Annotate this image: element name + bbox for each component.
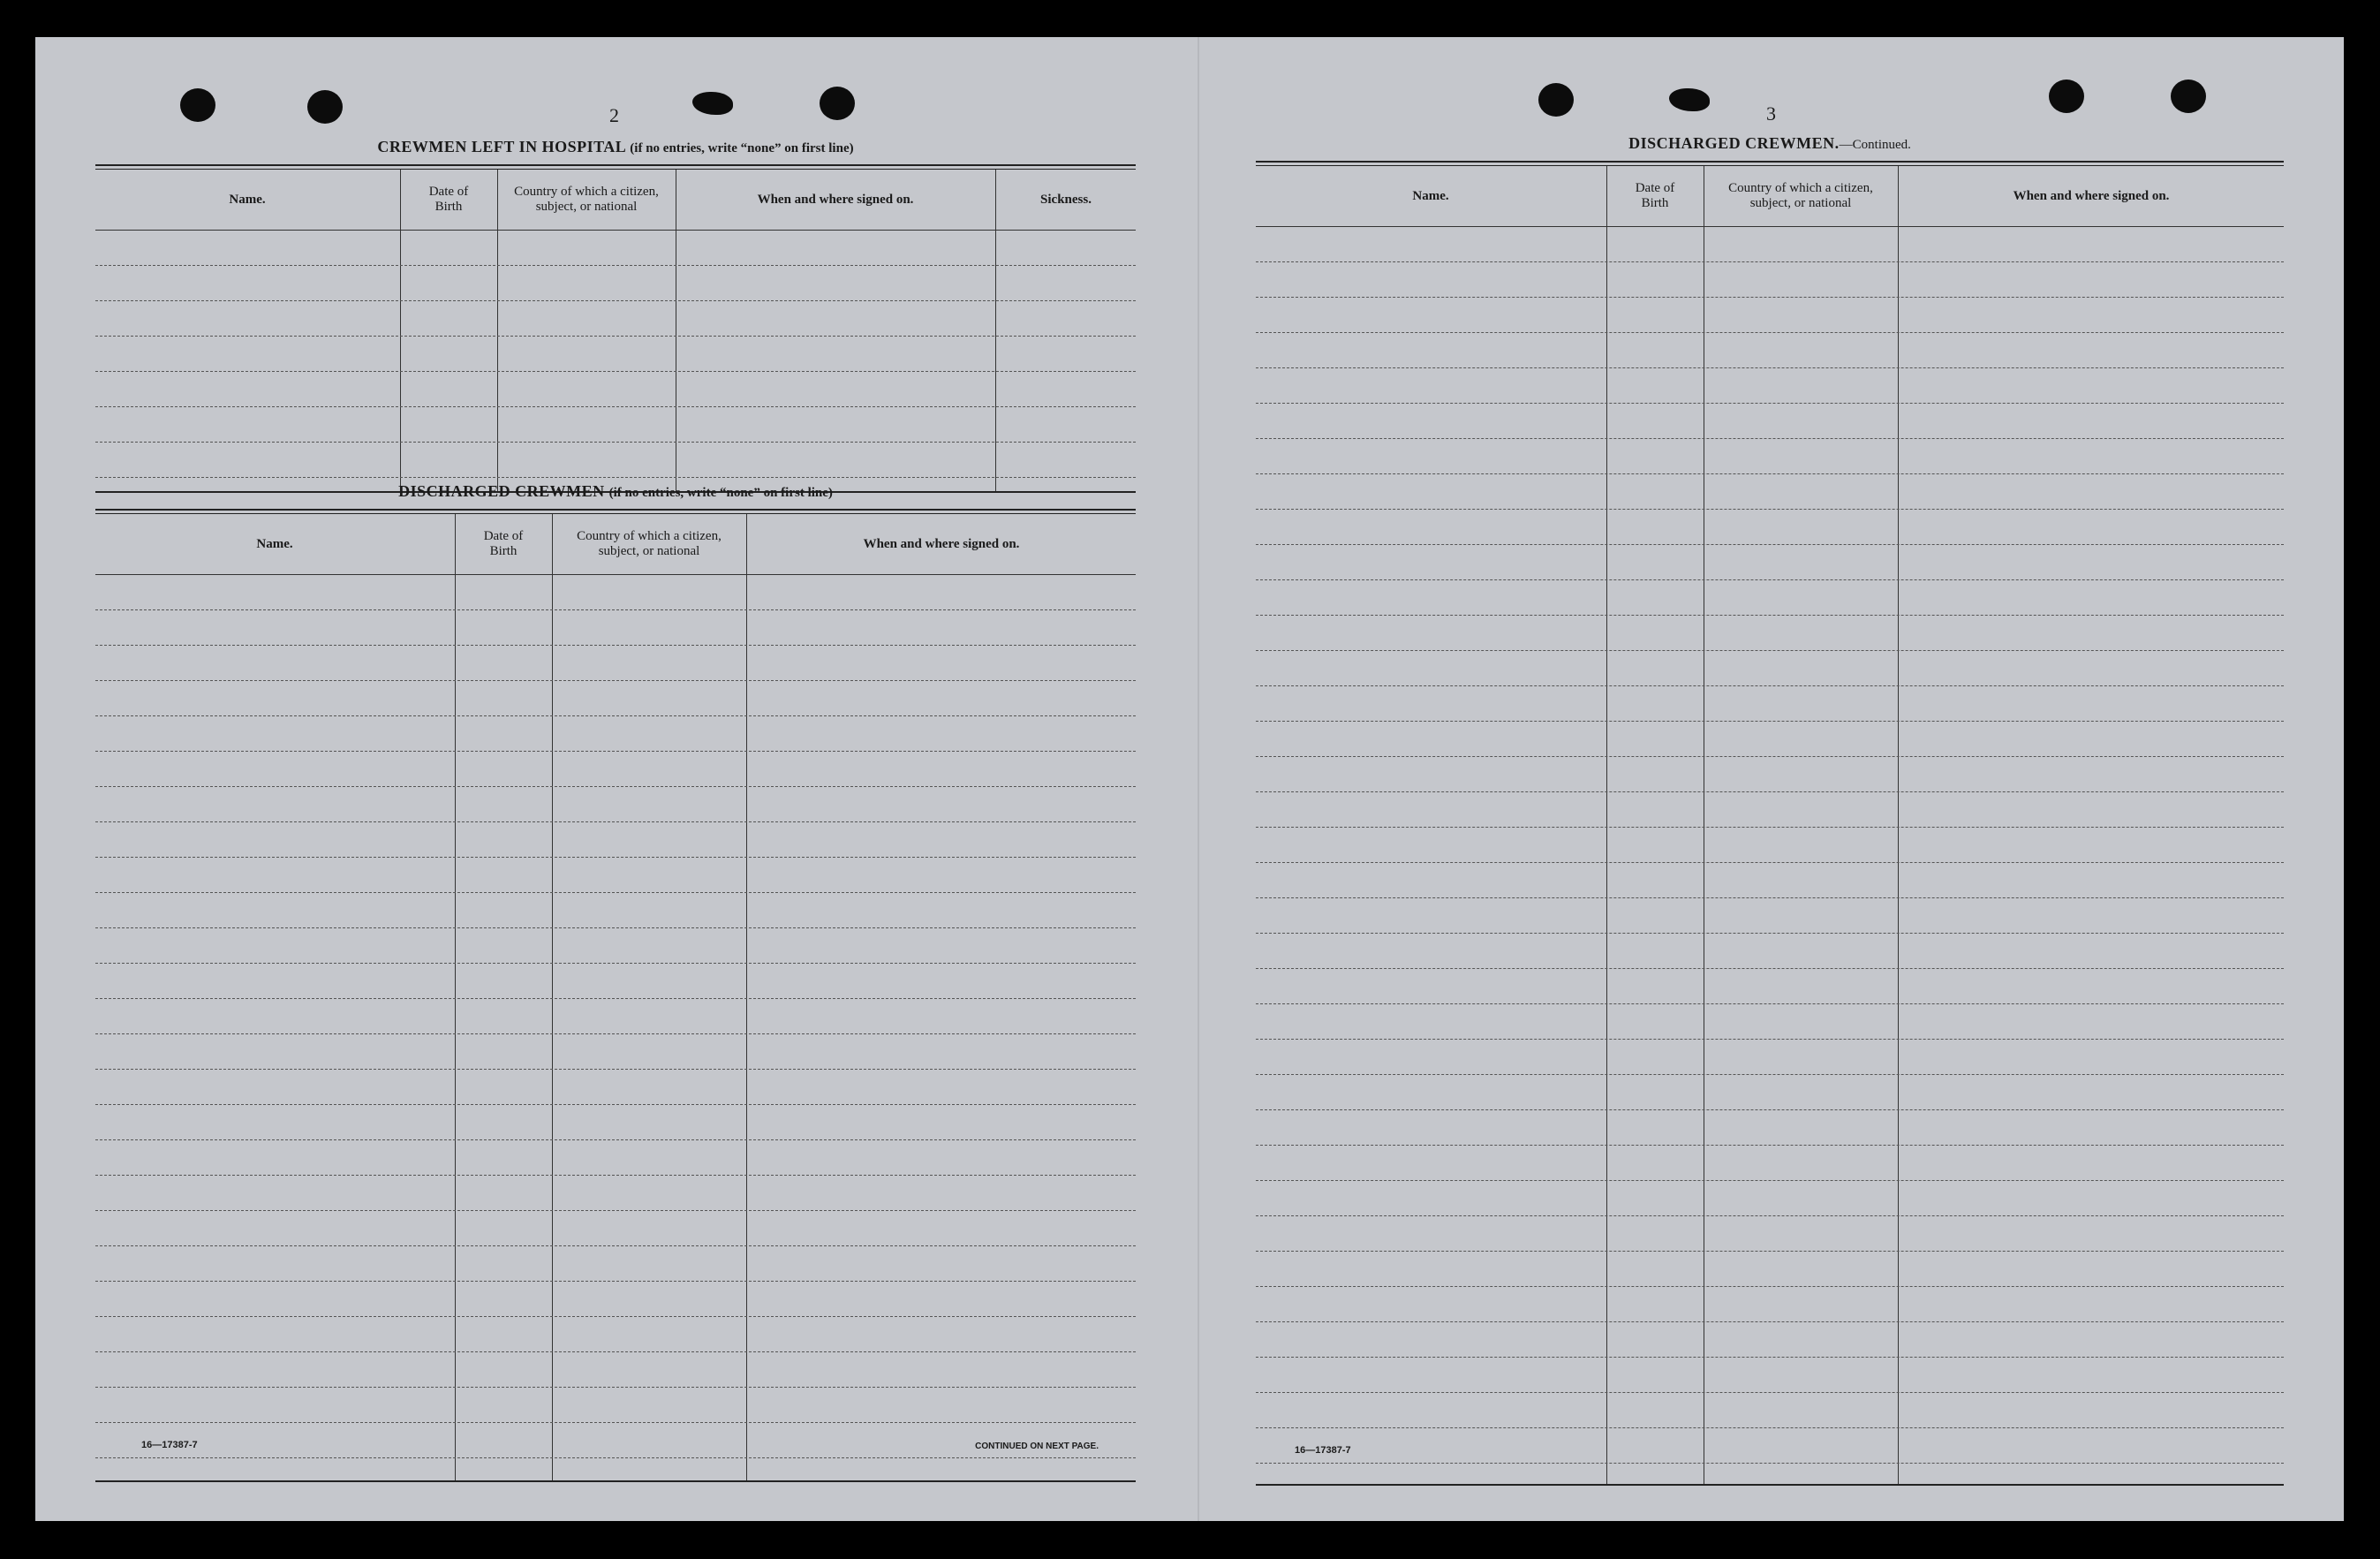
form-number: 16—17387-7	[1295, 1445, 1351, 1456]
table-row	[95, 407, 1136, 443]
table-row	[95, 928, 1136, 964]
column-header-name: Name.	[256, 536, 293, 551]
table-row	[1256, 404, 2284, 439]
column-header-sickness: Sickness.	[1040, 192, 1092, 207]
table-row	[95, 646, 1136, 681]
table-row	[1256, 510, 2284, 545]
table-row	[1256, 1393, 2284, 1428]
table-row	[95, 301, 1136, 337]
document-sheet	[35, 37, 2344, 1521]
table-row	[1256, 333, 2284, 368]
table-row	[95, 1246, 1136, 1282]
table-row	[1256, 1110, 2284, 1146]
column-header-signed: When and where signed on.	[757, 192, 914, 207]
table-row	[1256, 1216, 2284, 1252]
table-row	[1256, 863, 2284, 898]
table-row	[95, 575, 1136, 610]
table-row	[1256, 969, 2284, 1004]
discharged-table-right	[1256, 161, 2284, 1486]
table-row	[1256, 1322, 2284, 1358]
table-row	[95, 266, 1136, 301]
table-row	[1256, 1287, 2284, 1322]
table-row	[1256, 227, 2284, 262]
table-row	[95, 1352, 1136, 1388]
table-row	[95, 1034, 1136, 1070]
table-row	[95, 372, 1136, 407]
table-row	[1256, 1181, 2284, 1216]
column-header-dob: Date of Birth	[1635, 181, 1675, 210]
discharged-continued-title: DISCHARGED CREWMEN.—Continued.	[1628, 134, 1911, 152]
table-row	[95, 1282, 1136, 1317]
table-row	[1256, 1075, 2284, 1110]
table-row	[95, 681, 1136, 716]
table-row	[95, 1140, 1136, 1176]
discharged-rows-left	[95, 575, 1136, 1458]
table-row	[95, 822, 1136, 858]
table-row	[1256, 298, 2284, 333]
table-row	[95, 787, 1136, 822]
table-row	[1256, 792, 2284, 828]
table-row	[1256, 651, 2284, 686]
column-header-signed: When and where signed on.	[2013, 188, 2170, 203]
table-row	[1256, 1428, 2284, 1464]
table-row	[1256, 474, 2284, 510]
hospital-rows	[95, 231, 1136, 478]
column-header-country: Country of which a citizen, subject, or national	[577, 529, 722, 558]
table-row	[1256, 757, 2284, 792]
table-row	[1256, 616, 2284, 651]
column-header-name: Name.	[1412, 188, 1449, 203]
table-row	[95, 1211, 1136, 1246]
table-row	[95, 1317, 1136, 1352]
table-row	[1256, 1252, 2284, 1287]
table-row	[95, 999, 1136, 1034]
column-header-name: Name.	[229, 192, 266, 207]
continued-note: CONTINUED ON NEXT PAGE.	[975, 1442, 1099, 1451]
discharged-table-left	[95, 509, 1136, 1482]
table-row	[1256, 934, 2284, 969]
table-row	[95, 1388, 1136, 1423]
table-row	[95, 443, 1136, 478]
column-header-dob: Date of Birth	[428, 185, 469, 214]
column-header-country: Country of which a citizen, subject, or national	[1728, 181, 1873, 210]
table-row	[1256, 262, 2284, 298]
table-row	[1256, 722, 2284, 757]
table-row	[1256, 1040, 2284, 1075]
table-row	[1256, 368, 2284, 404]
page-number: 2	[609, 104, 619, 126]
right-page	[1256, 37, 2284, 1521]
table-row	[95, 858, 1136, 893]
column-header-dob: Date of Birth	[483, 529, 524, 558]
discharged-rows-right	[1256, 227, 2284, 1464]
discharged-section-title: DISCHARGED CREWMEN (if no entries, write “none” on first line)	[398, 482, 833, 500]
center-fold	[1198, 37, 1199, 1521]
table-row	[95, 893, 1136, 928]
page-number: 3	[1766, 102, 1776, 125]
table-row	[95, 716, 1136, 752]
table-row	[1256, 1358, 2284, 1393]
hospital-section-title: CREWMEN LEFT IN HOSPITAL (if no entries, write “none” on first line)	[377, 138, 854, 155]
table-row	[95, 337, 1136, 372]
table-row	[1256, 580, 2284, 616]
table-row	[95, 610, 1136, 646]
table-row	[95, 964, 1136, 999]
table-row	[1256, 828, 2284, 863]
left-page	[95, 37, 1136, 1521]
column-header-country: Country of which a citizen, subject, or national	[514, 185, 659, 214]
table-row	[1256, 1146, 2284, 1181]
table-row	[95, 752, 1136, 787]
hospital-table	[95, 164, 1136, 493]
table-row	[1256, 898, 2284, 934]
table-row	[95, 1176, 1136, 1211]
table-row	[1256, 1004, 2284, 1040]
table-row	[95, 231, 1136, 266]
table-row	[95, 1070, 1136, 1105]
table-row	[1256, 686, 2284, 722]
column-header-signed: When and where signed on.	[863, 536, 1020, 551]
form-number: 16—17387-7	[141, 1440, 198, 1450]
table-row	[95, 1423, 1136, 1458]
table-row	[1256, 545, 2284, 580]
table-row	[95, 1105, 1136, 1140]
table-row	[1256, 439, 2284, 474]
